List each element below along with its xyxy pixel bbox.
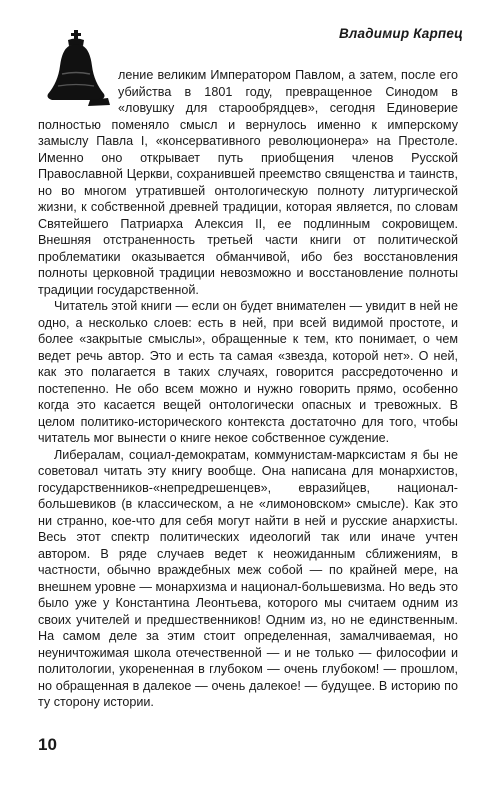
page-number: 10 [38,735,57,754]
paragraph: Читатель этой книги — если он будет внимателен — увидит в ней не одно, а несколько слоев: есть в ней, при всей видимой простоте, и более «закрытые смыслы», обращенные к тем, кто понимает, о чем ведет речь автор. Это и есть та самая «звезда, которой нет». О ней, как это полагается в таких случаях, говорится рассредоточенно и постепенно. Не обо всем можно и нужно говорить прямо, особенно когда это касается вещей онтологически опасных и тревожных. В целом политико-исторического контекста достаточно для того, чтобы читатель мог вынести о книге некое собственное суждение. [38,299,458,445]
paragraph: ление великим Императором Павлом, а затем, после его убийства в 1801 году, превращенное Синодом в «ловушку для старообрядцев», сегодня Единоверие полностью поменяло смысл и вернулось именно к имперскому замыслу Павла I, «консервативного революционера» на Престоле. Именно оно открывает путь приобщения членов Русской Православной Церкви, сохранившей преемство священства и таинств, но во многом утратившей онтологическую полноту литургической жизни, к собственной древней традиции, которая является, по словам Святейшего Патриарха Алексия II, ее подлинным сокровищем. Внешняя отстраненность третьей части книги от политической проблематики оказывается обманчивой, ибо без восстановления полноты церковной традиции невозможно и восстановление полноты традиции государственной. [38,68,458,297]
body-text [38,67,458,711]
running-head: Владимир Карпец [338,26,463,41]
paragraph: Либералам, социал-демократам, коммунистам-марксистам я бы не советовал читать эту книгу вообще. Она написана для монархистов, государственников-«непредрешенцев», евразийцев, национал-большевиков (в классическом, а не «лимоновском» смысле). Как это ни странно, кое-что для себя могут найти в ней и русские анархисты. Весь этот спектр политических идеологий так или иначе учтен автором. В ряде случаев ведет к неожиданным сближениям, в частности, обычно враждебных меж собой — по крайней мере, на внешнем уровне — монархизма и национал-большевизма. Но ведь это было уже у Константина Леонтьева, которого мы считаем одним из своих учителей и предшественников! Одним из, но не единственным. На самом деле за этим стоит определенная, замалчиваемая, но неуничтожимая школа отечественной — и не только — философии и политологии, укорененная в глубоком — очень глубоком! — прошлом, но обращенная в далекое — очень далекое! — будущее. В историю по ту сторону истории. [38,447,458,709]
